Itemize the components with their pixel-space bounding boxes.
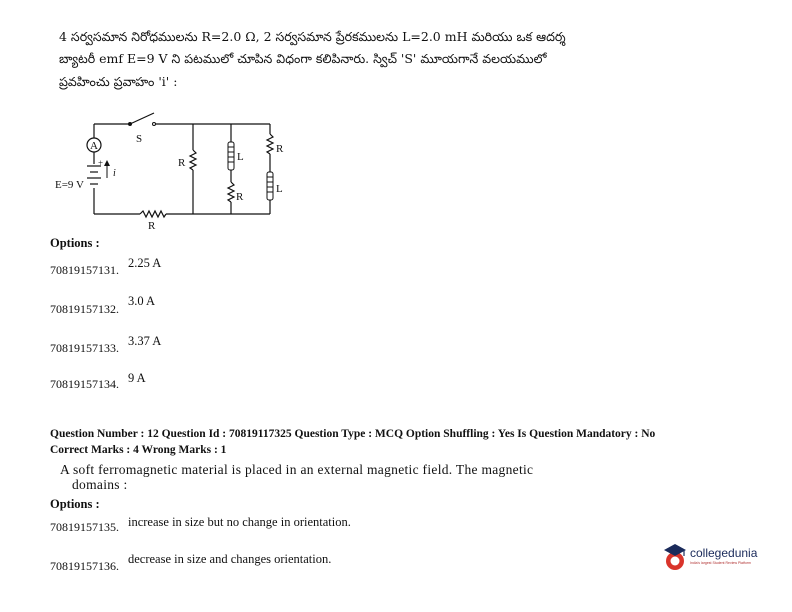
q2-option-id: 70819157136. xyxy=(50,559,119,573)
branch2-resistor-label: R xyxy=(236,191,244,203)
battery-label: E=9 V xyxy=(55,179,84,191)
q1-option-value[interactable]: 3.0 A xyxy=(128,294,156,308)
bottom-resistor-label: R xyxy=(148,220,156,232)
branch3-inductor-label: L xyxy=(276,183,283,195)
q2-option-id: 70819157135. xyxy=(50,520,119,534)
collegedunia-logo xyxy=(662,541,772,577)
q1-option-id: 70819157134. xyxy=(50,377,119,391)
q1-option-value[interactable]: 3.37 A xyxy=(128,334,162,348)
q1-option-id: 70819157133. xyxy=(50,341,119,355)
q1-options-label: Options : xyxy=(50,236,100,250)
current-arrow-icon xyxy=(104,160,110,166)
graduation-cap-icon xyxy=(662,541,688,573)
branch2-inductor-label: L xyxy=(237,151,244,163)
q2-header: Question Number : 12 Question Id : 70819117325 Question Type : MCQ Option Shuffling : Yes Is Question Mandatory : No xyxy=(50,428,656,440)
ammeter-label: A xyxy=(90,140,98,152)
current-label: i xyxy=(113,168,116,179)
branch3-resistor-label: R xyxy=(276,143,284,155)
q2-text-line-2: domains : xyxy=(72,477,128,492)
q2-option-value[interactable]: decrease in size and changes orientation. xyxy=(128,552,332,566)
logo-name: collegedunia xyxy=(690,546,758,560)
battery-plus-label: + xyxy=(98,158,104,168)
q1-option-value[interactable]: 9 A xyxy=(128,371,146,385)
question-1-line-3: ప్రవహించు ప్రవాహం 'i' : xyxy=(59,74,178,89)
switch-label: S xyxy=(136,133,143,145)
q2-marks: Correct Marks : 4 Wrong Marks : 1 xyxy=(50,444,227,456)
q1-option-value[interactable]: 2.25 A xyxy=(128,256,162,270)
logo-tagline: India's largest Student Review Platform xyxy=(690,561,751,565)
q2-options-label: Options : xyxy=(50,497,100,511)
q2-text-line-1: A soft ferromagnetic material is placed in an external magnetic field. The magnetic xyxy=(60,462,534,477)
branch1-resistor-label: R xyxy=(178,157,186,169)
question-1-line-2: బ్యాటరీ emf E=9 V ని పటములో చూపిన విధంగా కలిపినారు. స్విచ్ 'S' మూయగానే వలయములో xyxy=(59,51,547,66)
q1-option-id: 70819157131. xyxy=(50,263,119,277)
q2-option-value[interactable]: increase in size but no change in orientation. xyxy=(128,515,351,529)
circuit-diagram xyxy=(52,112,292,232)
q1-option-id: 70819157132. xyxy=(50,302,119,316)
question-1-line-1: 4 సర్వసమాన నిరోధములను R=2.0 Ω, 2 సర్వసమాన ప్రేరకములను L=2.0 mH మరియు ఒక ఆదర్శ xyxy=(59,29,566,44)
switch-blade xyxy=(130,113,154,124)
